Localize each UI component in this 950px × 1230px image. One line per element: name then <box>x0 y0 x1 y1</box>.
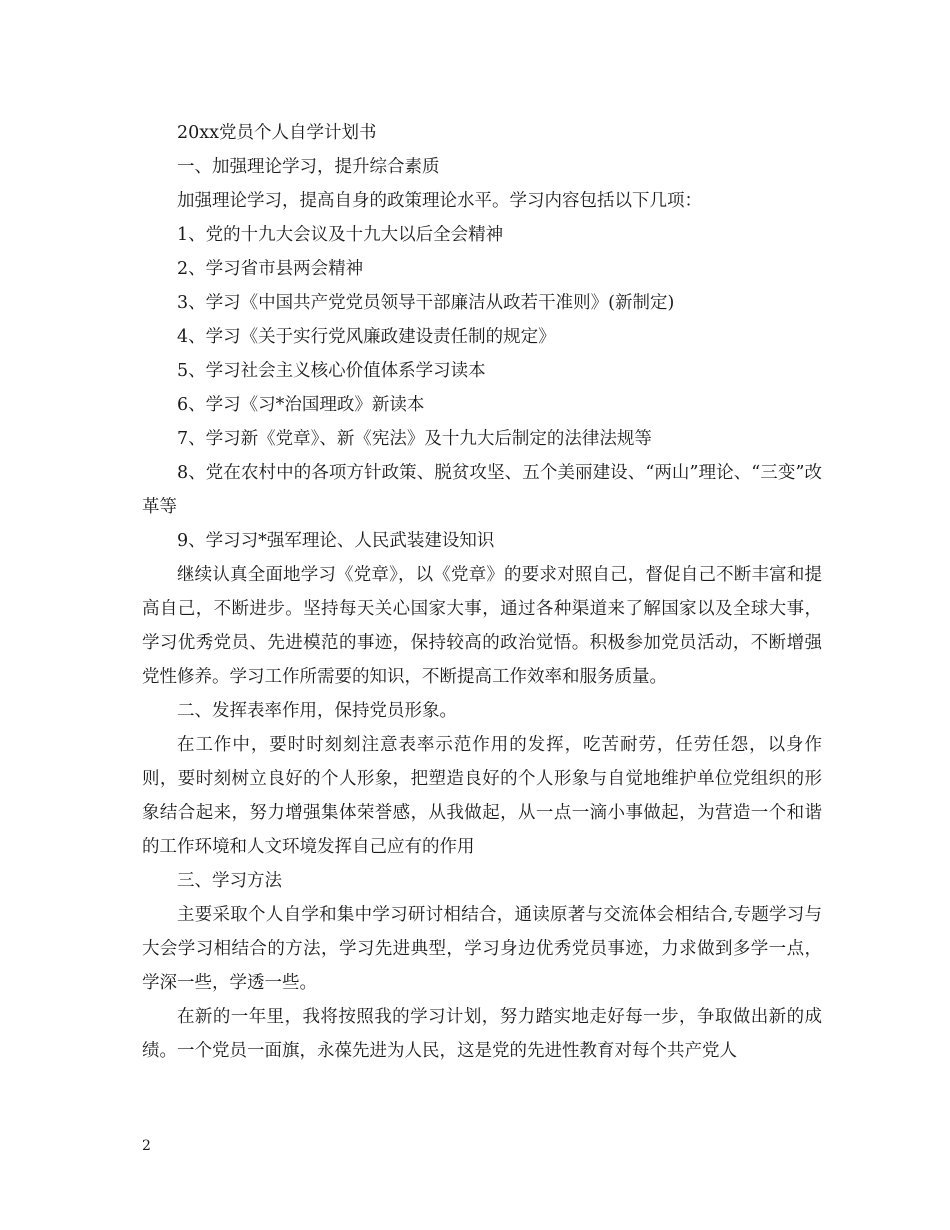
list-item: 1、党的十九大会议及十九大以后全会精神 <box>177 225 504 245</box>
list-item: 3、学习《中国共产党党员领导干部廉洁从政若干准则》(新制定) <box>177 293 675 313</box>
paragraph: 在新的一年里，我将按照我的学习计划，努力踏实地走好每一步，争取做出新的成绩。一个党员一面旗，永葆先进为人民，这是党的先进性教育对每个共产党人 <box>142 1007 822 1061</box>
list-item: 4、学习《关于实行党风廉政建设责任制的规定》 <box>177 327 556 347</box>
list-item: 9、学习习*强军理论、人民武装建设知识 <box>177 531 495 551</box>
document-title: 20xx党员个人自学计划书 <box>177 123 377 143</box>
paragraph: 主要采取个人自学和集中学习研讨相结合，通读原著与交流体会相结合,专题学习与大会学习相结合的方法，学习先进典型，学习身边优秀党员事迹，力求做到多学一点，学深一些，学透一些。 <box>142 905 822 993</box>
list-item: 5、学习社会主义核心价值体系学习读本 <box>177 361 486 381</box>
list-item: 7、学习新《党章》、新《宪法》及十九大后制定的法律法规等 <box>177 429 652 449</box>
list-item: 8、党在农村中的各项方针政策、脱贫攻坚、五个美丽建设、“两山”理论、“三变”改革等 <box>142 463 822 517</box>
paragraph: 继续认真全面地学习《党章》，以《党章》的要求对照自己，督促自己不断丰富和提高自己，不断进步。坚持每天关心国家大事，通过各种渠道来了解国家以及全球大事，学习优秀党员、先进模范的事迹，保持较高的政治觉悟。积极参加党员活动，不断增强党性修养。学习工作所需要的知识，不断提高工作效率和服务质量。 <box>142 565 822 687</box>
paragraph: 在工作中，要时时刻刻注意表率示范作用的发挥，吃苦耐劳，任劳任怨，以身作则，要时刻树立良好的个人形象，把塑造良好的个人形象与自觉地维护单位党组织的形象结合起来，努力增强集体荣誉感，从我做起，从一点一滴小事做起，为营造一个和谐的工作环境和人文环境发挥自己应有的作用 <box>142 735 822 857</box>
list-item: 2、学习省市县两会精神 <box>177 259 364 279</box>
paragraph: 加强理论学习，提高自身的政策理论水平。学习内容包括以下几项： <box>177 191 702 211</box>
section-heading-1: 一、加强理论学习，提升综合素质 <box>177 157 440 177</box>
document-body <box>142 116 822 1068</box>
page-number: 2 <box>142 1138 151 1154</box>
section-heading-3: 三、学习方法 <box>177 871 282 891</box>
section-heading-2: 二、发挥表率作用，保持党员形象。 <box>177 701 457 721</box>
list-item: 6、学习《习*治国理政》新读本 <box>177 395 425 415</box>
